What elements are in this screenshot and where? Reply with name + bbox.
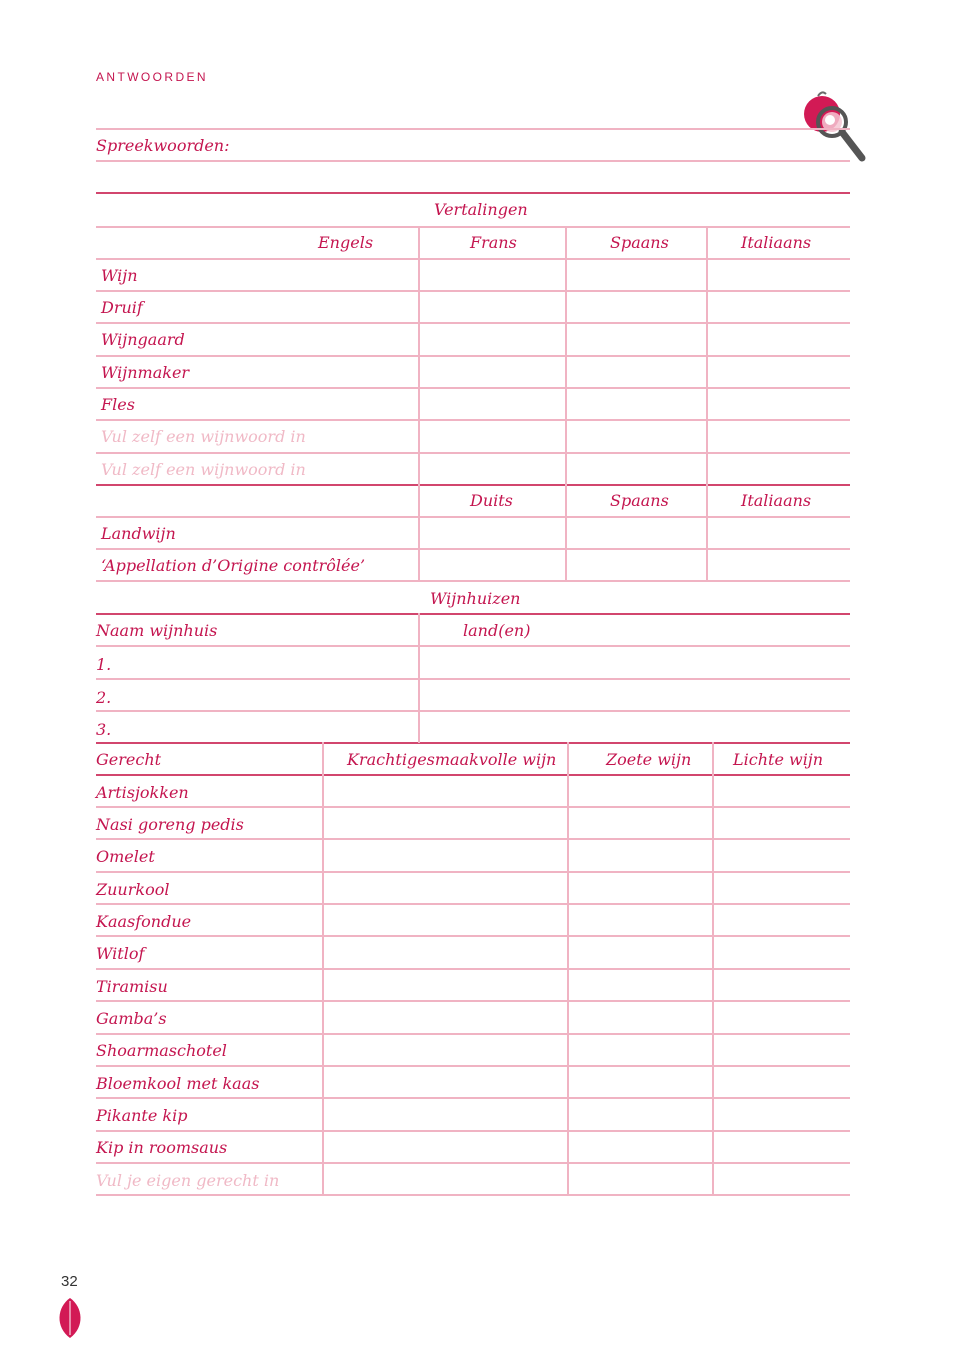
col-divider [418, 518, 420, 582]
col-header-landen: land(en) [463, 621, 531, 640]
table-line [96, 742, 850, 744]
table-line [96, 1000, 850, 1002]
col-header-duits: Duits [470, 491, 513, 510]
table-line [96, 710, 850, 712]
col-header-frans: Frans [470, 233, 517, 252]
table-line [96, 1065, 850, 1067]
dish-gambas: Gamba’s [96, 1009, 167, 1028]
leaf-icon [55, 1297, 85, 1339]
table-line [96, 516, 850, 518]
table-line [96, 387, 850, 389]
table-line [96, 1130, 850, 1132]
translations-top-line [96, 192, 850, 194]
row-label-landwijn: Landwijn [101, 524, 176, 543]
col-divider [418, 613, 420, 743]
row-label-wijngaard: Wijngaard [101, 330, 185, 349]
dish-kip-roomsaus: Kip in roomsaus [96, 1138, 228, 1157]
page-header-label: ANTWOORDEN [96, 70, 208, 84]
row-label-aoc: ‘Appellation d’Origine contrôlée’ [101, 556, 366, 575]
dish-kaasfondue: Kaasfondue [96, 912, 192, 931]
table-line [96, 452, 850, 454]
col-header-lichte-wijn: Lichte wijn [733, 750, 824, 769]
dish-bloemkool: Bloemkool met kaas [96, 1074, 260, 1093]
col-divider [418, 226, 420, 518]
dish-zuurkool: Zuurkool [96, 880, 170, 899]
table-line [96, 903, 850, 905]
table-line [96, 1033, 850, 1035]
table-line [96, 613, 850, 615]
row-label-own-word-1: Vul zelf een wijnwoord in [101, 427, 306, 446]
table-line [96, 1097, 850, 1099]
col-header-spaans: Spaans [610, 233, 669, 252]
col-header-italiaans-2: Italiaans [741, 491, 812, 510]
wine-house-row-3: 3. [96, 720, 112, 739]
row-label-fles: Fles [101, 395, 135, 414]
proverbs-line [96, 160, 850, 162]
table-line [96, 419, 850, 421]
table-line [96, 774, 850, 776]
dish-artisjokken: Artisjokken [96, 783, 189, 802]
col-header-italiaans: Italiaans [741, 233, 812, 252]
col-header-naam-wijnhuis: Naam wijnhuis [96, 621, 218, 640]
col-header-gerecht: Gerecht [96, 750, 162, 769]
row-label-druif: Druif [101, 298, 143, 317]
table-line [96, 355, 850, 357]
table-line [96, 968, 850, 970]
page-number: 32 [61, 1273, 78, 1290]
table-line [96, 548, 850, 550]
table-line [96, 871, 850, 873]
col-header-engels: Engels [318, 233, 374, 252]
wine-house-row-2: 2. [96, 688, 112, 707]
row-label-wijnmaker: Wijnmaker [101, 363, 190, 382]
dish-omelet: Omelet [96, 847, 155, 866]
dish-own-entry: Vul je eigen gerecht in [96, 1171, 280, 1190]
table-line [96, 290, 850, 292]
proverbs-top-line [96, 128, 850, 130]
table-line [96, 258, 850, 260]
table-line [96, 838, 850, 840]
table-line [96, 1194, 850, 1196]
proverbs-label: Spreekwoorden: [96, 136, 230, 155]
dish-witlof: Witlof [96, 944, 145, 963]
dish-shoarmaschotel: Shoarmaschotel [96, 1041, 227, 1060]
row-label-wijn: Wijn [101, 266, 138, 285]
table-line [96, 580, 850, 582]
dish-pikante-kip: Pikante kip [96, 1106, 188, 1125]
col-divider [706, 226, 708, 582]
table-line [96, 1162, 850, 1164]
col-header-spaans-2: Spaans [610, 491, 669, 510]
table-line [96, 226, 850, 228]
row-label-own-word-2: Vul zelf een wijnwoord in [101, 460, 306, 479]
table-line [96, 484, 850, 486]
dish-nasi-goreng: Nasi goreng pedis [96, 815, 244, 834]
wine-houses-title: Wijnhuizen [430, 589, 521, 608]
table-line [96, 322, 850, 324]
dish-tiramisu: Tiramisu [96, 977, 168, 996]
table-line [96, 935, 850, 937]
col-header-zoete-wijn: Zoete wijn [606, 750, 692, 769]
translations-title: Vertalingen [434, 200, 528, 219]
wine-house-row-1: 1. [96, 655, 112, 674]
table-line [96, 678, 850, 680]
col-header-krachtig: Krachtigesmaakvolle wijn [347, 750, 557, 769]
table-line [96, 645, 850, 647]
table-line [96, 806, 850, 808]
col-divider [565, 226, 567, 582]
